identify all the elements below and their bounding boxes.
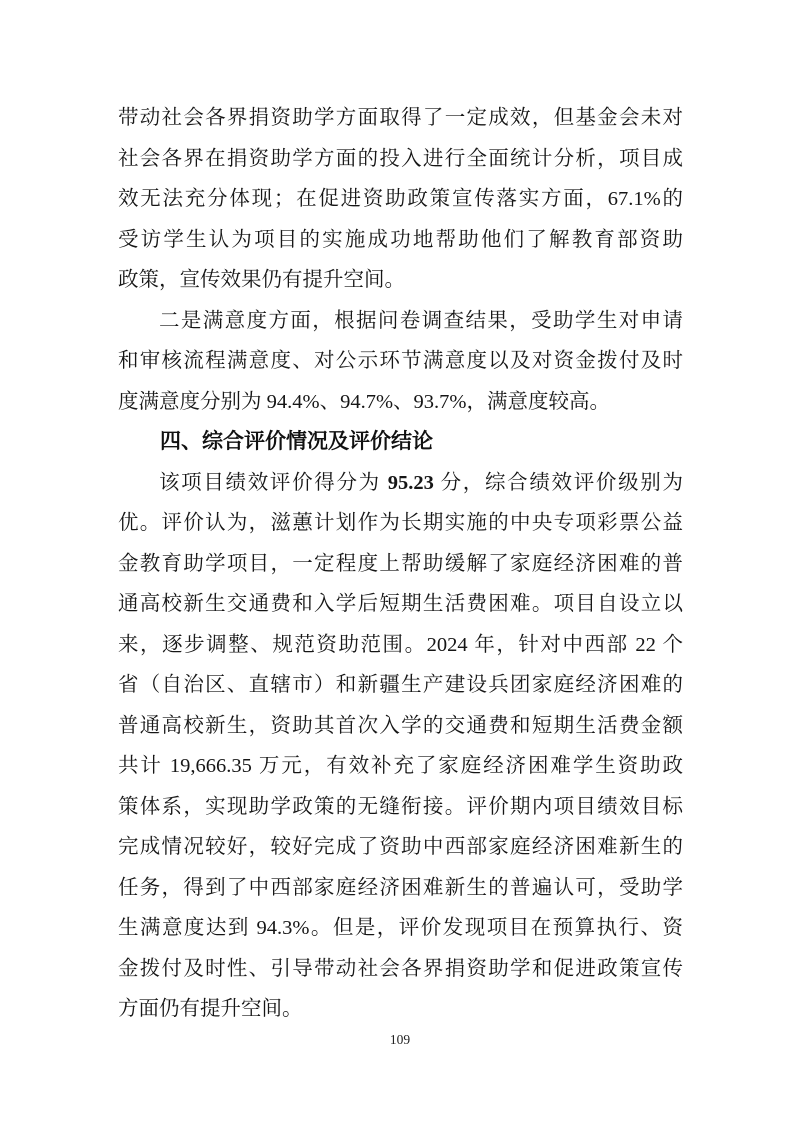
score-line (118, 463, 683, 504)
text-line: 省（自治区、直辖市）和新疆生产建设兵团家庭经济困难的 (118, 674, 683, 696)
text-line: 策体系，实现助学政策的无缝衔接。评价期内项目绩效目标 (118, 795, 683, 818)
text-line: 任务，得到了中西部家庭经济困难新生的普遍认可，受助学 (118, 876, 683, 899)
report-body (118, 98, 683, 1030)
text-line: 二是满意度方面，根据问卷调查结果，受助学生对申请 (159, 309, 683, 332)
score-line-prefix: 该项目绩效评价得分为 (159, 471, 388, 494)
text-line: 和审核流程满意度、对公示环节满意度以及对资金拨付及时 (118, 350, 683, 372)
text-line: 通高校新生交通费和入学后短期生活费困难。项目自设立以 (118, 593, 683, 615)
text-line: 共计 19,666.35 万元，有效补充了家庭经济困难学生资助政 (118, 755, 683, 777)
page-number: 109 (389, 1032, 411, 1047)
text-line: 来，逐步调整、规范资助范围。2024 年，针对中西部 22 个 (118, 633, 683, 656)
text-line: 金教育助学项目，一定程度上帮助缓解了家庭经济困难的普 (118, 552, 683, 575)
text-line: 方面仍有提升空间。 (118, 998, 303, 1020)
text-line: 普通高校新生，资助其首次入学的交通费和短期生活费金额 (118, 714, 683, 737)
section-heading: 四、综合评价情况及评价结论 (160, 430, 433, 453)
text-line: 带动社会各界捐资助学方面取得了一定成效，但基金会未对 (118, 107, 683, 129)
text-line: 社会各界在捐资助学方面的投入进行全面统计分析，项目成 (118, 147, 683, 170)
text-line: 金拨付及时性、引导带动社会各界捐资助学和促进政策宣传 (118, 957, 683, 980)
paragraph-effectiveness (118, 98, 683, 301)
paragraph-conclusion (118, 463, 683, 1030)
text-line: 生满意度达到 94.3%。但是，评价发现项目在预算执行、资 (118, 917, 683, 939)
text-line: 完成情况较好，较好完成了资助中西部家庭经济困难新生的 (118, 836, 683, 858)
score-value: 95.23 (387, 471, 434, 494)
text-line: 效无法充分体现；在促进资助政策宣传落实方面，67.1%的 (118, 188, 683, 210)
text-line: 受访学生认为项目的实施成功地帮助他们了解教育部资助 (118, 228, 683, 251)
score-line-suffix: 分，综合绩效评价级别为 (433, 471, 683, 494)
text-line: 政策，宣传效果仍有提升空间。 (118, 269, 405, 291)
text-line: 度满意度分别为 94.4%、94.7%、93.7%，满意度较高。 (118, 390, 610, 413)
text-line: 优。评价认为，滋蕙计划作为长期实施的中央专项彩票公益 (118, 512, 683, 534)
paragraph-satisfaction (118, 301, 683, 423)
